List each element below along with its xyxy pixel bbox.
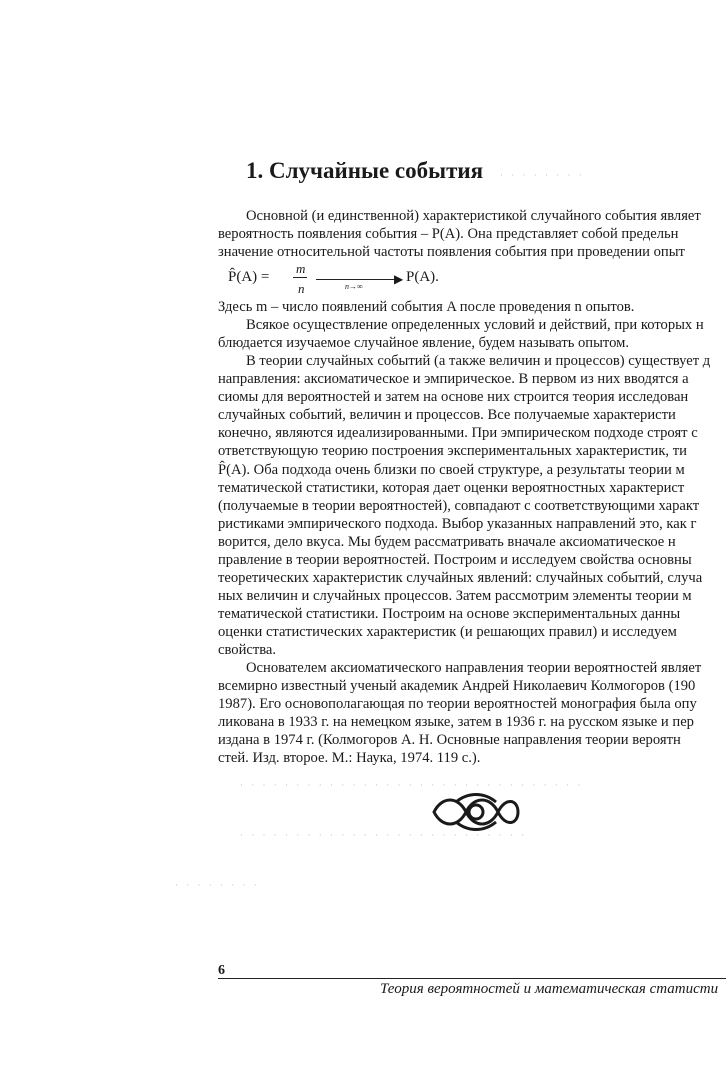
section-heading: 1. Случайные события — [246, 158, 484, 183]
formula — [228, 261, 458, 301]
text-line: блюдается изучаемое случайное явление, будем называть опытом. — [218, 335, 630, 351]
formula-denominator: n — [298, 281, 305, 296]
text-line: Здесь m – число появлений события A после проведения n опытов. — [218, 299, 635, 315]
text-line: случайных событий, величин и процессов. Все получаемые характеристи — [218, 407, 676, 423]
page-number: 6 — [218, 963, 225, 978]
text-line: Всякое осуществление определенных условий и действий, при которых н — [246, 317, 704, 333]
celtic-knot-icon — [428, 790, 524, 834]
text-line: ликована в 1933 г. на немецком языке, затем в 1936 г. на русском языке и пер — [218, 714, 694, 730]
text-line: сиомы для вероятностей и затем на основе них строится теория исследован — [218, 389, 689, 405]
text-line: тематической статистики. Построим на основе экспериментальных данны — [218, 606, 681, 622]
text-line: P̂(A). Оба подхода очень близки по своей структуре, а результаты теории м — [218, 462, 685, 478]
text-line: свойства. — [218, 642, 277, 658]
text-line: значение относительной частоты появления события при проведении опыт — [218, 244, 685, 260]
running-footer-title: Теория вероятностей и математическая статисти — [380, 981, 719, 997]
formula-rhs: P(A). — [406, 269, 439, 285]
text-line: правление в теории вероятностей. Построим и исследуем свойства основны — [218, 552, 692, 568]
text-line: конечно, являются идеализированными. При эмпирическом подходе строят с — [218, 425, 698, 441]
text-line: стей. Изд. второе. М.: Наука, 1974. 119 с.). — [218, 750, 481, 766]
formula-lhs: P̂(A) = — [228, 269, 270, 285]
limit-arrow — [316, 279, 398, 280]
formula-numerator: m — [296, 261, 306, 276]
arrowhead-icon: ▶ — [394, 272, 404, 286]
text-line: всемирно известный ученый академик Андрей Николаевич Колмогоров (190 — [218, 678, 696, 694]
text-line: Основной (и единственной) характеристикой случайного события являет — [246, 208, 701, 224]
text-line: теоретических характеристик случайных явлений: случайных событий, случа — [218, 570, 703, 586]
text-line: тематической статистики, которая дает оценки вероятностных характерист — [218, 480, 685, 496]
text-line: 1987). Его основополагающая по теории вероятностей монография была опу — [218, 696, 697, 712]
scan-speckle: · · · · · · · · — [175, 880, 260, 890]
text-line: ворится, дело вкуса. Мы будем рассматривать вначале аксиоматическое н — [218, 534, 676, 550]
text-line: издана в 1974 г. (Колмогоров А. Н. Основные направления теории вероятн — [218, 732, 681, 748]
text-line: ных величин и случайных процессов. Затем рассмотрим элементы теории м — [218, 588, 692, 604]
fraction-bar — [293, 277, 307, 278]
text-line: (получаемые в теории вероятностей), совпадают с соответствующими характ — [218, 498, 700, 514]
text-line: вероятность появления события – P(A). Она представляет собой предельн — [218, 226, 679, 242]
footer-rule — [218, 978, 726, 979]
scan-speckle: · · · · · · · · — [500, 170, 585, 180]
text-line: оценки статистических характеристик (и решающих правил) и исследуем — [218, 624, 677, 640]
scan-speckle: · · · · · · · · · · · · · · · · · · · · · · · · · · · · · · · — [240, 780, 584, 790]
text-line: ответствующую теорию построения экспериментальных характеристик, ти — [218, 443, 687, 459]
scan-speckle: · · · · · · · · · · · · · · · · · · · · · · · · · · — [240, 830, 528, 840]
formula-arrow-subscript: n→∞ — [345, 282, 363, 291]
text-line: Основателем аксиоматического направления теории вероятностей являет — [246, 660, 702, 676]
text-line: ристиками эмпирического подхода. Выбор указанных направлений это, как г — [218, 516, 697, 532]
text-line: направления: аксиоматическое и эмпирическое. В первом из них вводятся а — [218, 371, 689, 387]
text-line: В теории случайных событий (а также величин и процессов) существует д — [246, 353, 711, 369]
